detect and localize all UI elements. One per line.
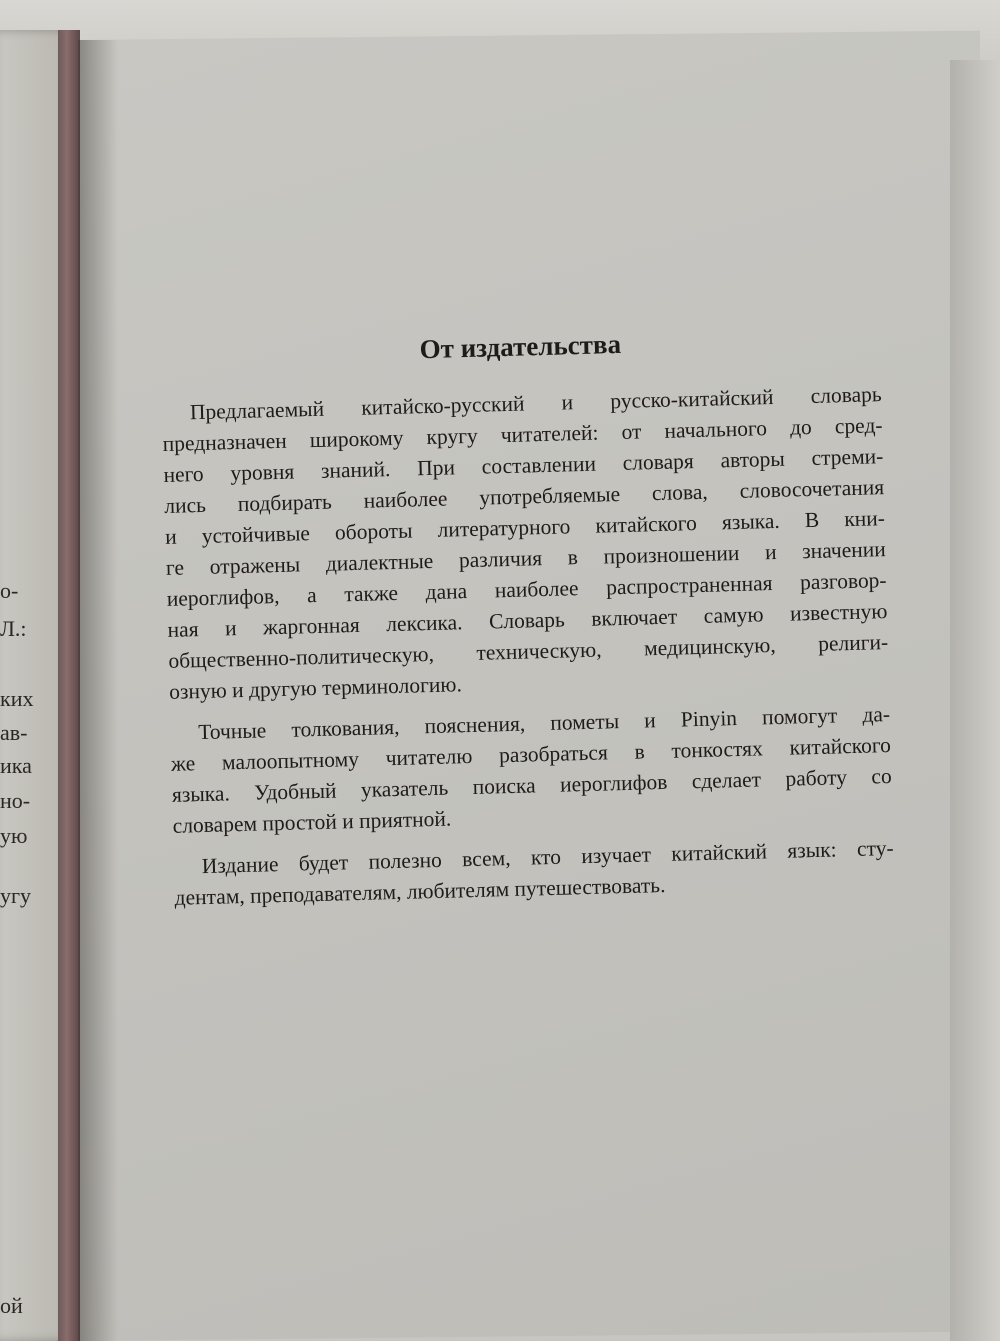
text-line: словарем простой и приятной. — [172, 806, 452, 839]
paragraph — [170, 699, 893, 842]
text-line: Предлагаемый китайско-русский и русско-китайский словарь — [189, 382, 882, 425]
margin-fragment: о- — [0, 578, 19, 603]
text-line: озную и другую терминологию. — [168, 672, 463, 705]
text-line: ная и жаргонная лексика. Словарь включает самую известную — [167, 599, 888, 643]
book-cover-edge — [58, 30, 80, 1341]
text-line: него уровня знаний. При составлении словаря авторы стреми- — [163, 444, 884, 488]
text-line: же малоопытному читателю разобраться в тонкостях китайского — [170, 733, 892, 777]
page-content — [160, 321, 895, 924]
body-text — [162, 380, 895, 915]
text-line: Точные толкования, пояснения, пометы и Pinyin помогут да- — [197, 702, 891, 745]
margin-fragment: ика — [0, 753, 32, 778]
margin-fragment: ую — [0, 823, 28, 848]
text-line: общественно-политическую, техническую, медицинскую, религи- — [168, 630, 889, 674]
text-line: языка. Удобный указатель поиска иероглифов сделает работу со — [171, 764, 892, 808]
margin-fragment: Л.: — [0, 616, 27, 641]
text-line: ге отражены диалектные различия в произношении и значении — [165, 537, 887, 581]
text-line: иероглифов, а также дана наиболее распространенная разговор- — [166, 568, 887, 612]
margin-fragment: но- — [0, 788, 31, 813]
margin-fragment: угу — [0, 883, 32, 908]
margin-fragment: ав- — [0, 720, 28, 745]
page-title: От издательства — [419, 328, 622, 365]
margin-fragment: ой — [0, 1293, 23, 1318]
text-line: дентам, преподавателям, любителям путешествовать. — [174, 873, 666, 911]
text-line: и устойчивые обороты литературного китайского языка. В кни- — [164, 506, 886, 550]
text-line: предназначен широкому кругу читателей: от начального до сред- — [162, 413, 883, 457]
text-line: Издание будет полезно всем, кто изучает китайский язык: сту- — [201, 836, 894, 879]
page-stack-edge — [950, 60, 1000, 1341]
gutter-shadow — [78, 40, 118, 1341]
margin-fragment: ких — [0, 686, 34, 711]
paragraph — [173, 833, 894, 914]
left-page-margin-text — [0, 0, 50, 1341]
paragraph — [162, 380, 890, 709]
text-line: лись подбирать наиболее употребляемые слова, словосочетания — [164, 475, 885, 519]
